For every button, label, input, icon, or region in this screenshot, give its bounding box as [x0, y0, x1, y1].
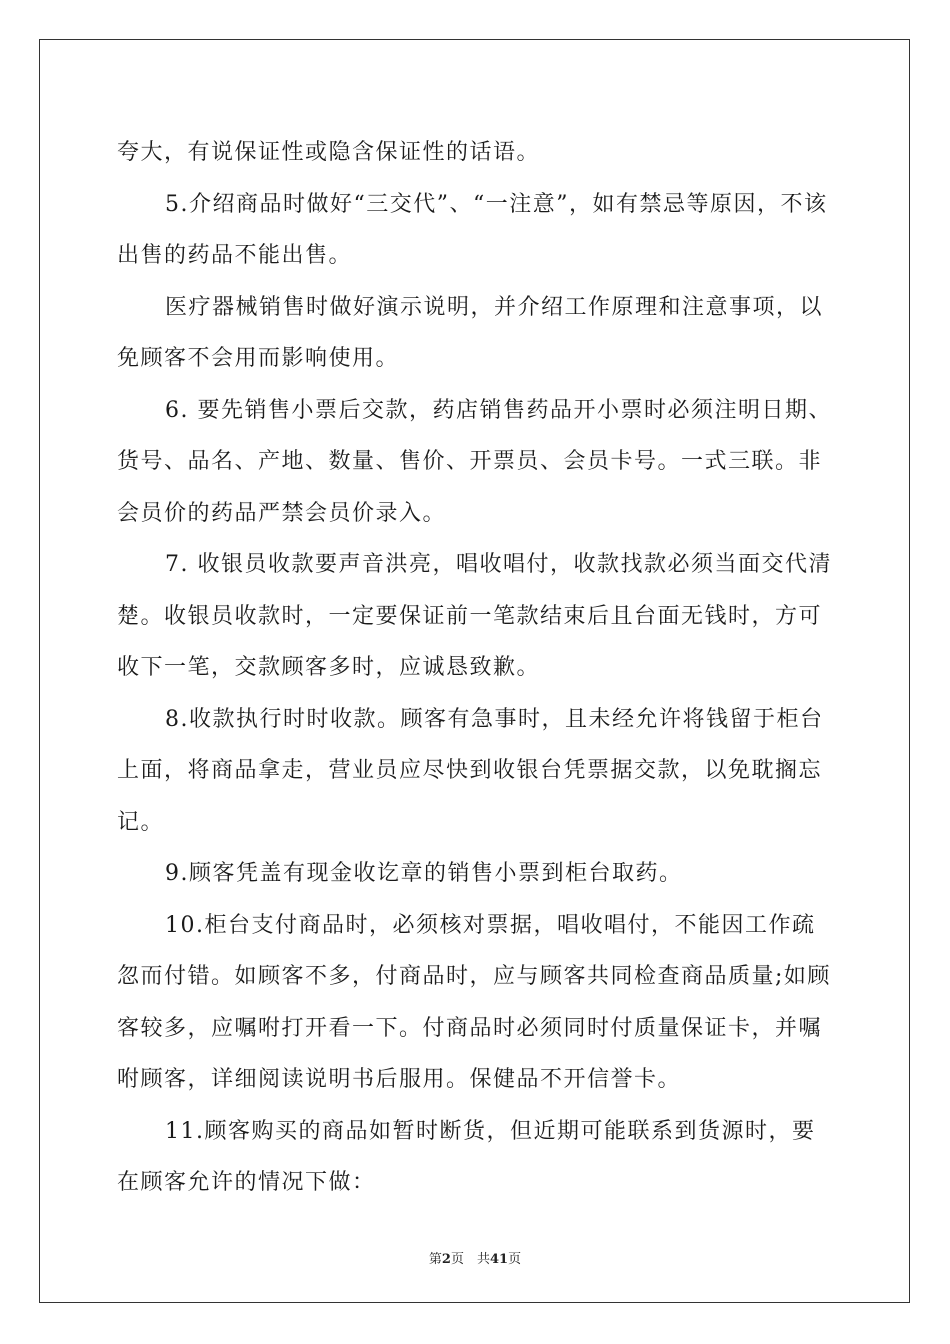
footer-suffix: 页	[508, 1252, 522, 1267]
paragraph-4: 7. 收银员收款要声音洪亮，唱收唱付，收款找款必须当面交代清楚。收银员收款时，一定要保证前一笔款结束后且台面无钱时，方可收下一笔，交款顾客多时，应诚恳致歉。	[117, 552, 832, 680]
paragraph-0: 夸大，有说保证性或隐含保证性的话语。	[117, 140, 541, 165]
footer-prefix: 第	[428, 1252, 442, 1267]
paragraph-7: 10.柜台支付商品时，必须核对票据，唱收唱付，不能因工作疏忽而付错。如顾客不多，付商品时，应与顾客共同检查商品质量;如顾客较多，应嘱咐打开看一下。付商品时必须同时付质量保证卡，并嘱咐顾客，详细阅读说明书后服用。保健品不开信誉卡。	[117, 912, 831, 1092]
page-number-footer	[0, 1248, 950, 1267]
document-body	[117, 127, 837, 1209]
paragraph-8: 11.顾客购买的商品如暂时断货，但近期可能联系到货源时，要在顾客允许的情况下做：	[117, 1118, 816, 1195]
paragraph-5: 8.收款执行时时收款。顾客有急事时，且未经允许将钱留于柜台上面，将商品拿走，营业员应尽快到收银台凭票据交款，以免耽搁忘记。	[117, 706, 824, 835]
footer-mid: 页 共	[450, 1252, 490, 1267]
footer-current-page: 2	[441, 1252, 451, 1267]
paragraph-2: 医疗器械销售时做好演示说明，并介绍工作原理和注意事项，以免顾客不会用而影响使用。	[117, 294, 824, 371]
paragraph-1: 5.介绍商品时做好“三交代”、“一注意”，如有禁忌等原因，不该出售的药品不能出售。	[117, 191, 828, 268]
paragraph-3: 6. 要先销售小票后交款，药店销售药品开小票时必须注明日期、货号、品名、产地、数量、售价、开票员、会员卡号。一式三联。非会员价的药品严禁会员价录入。	[117, 397, 832, 526]
footer-total-pages: 41	[489, 1252, 509, 1267]
paragraph-6: 9.顾客凭盖有现金收讫章的销售小票到柜台取药。	[165, 861, 683, 886]
